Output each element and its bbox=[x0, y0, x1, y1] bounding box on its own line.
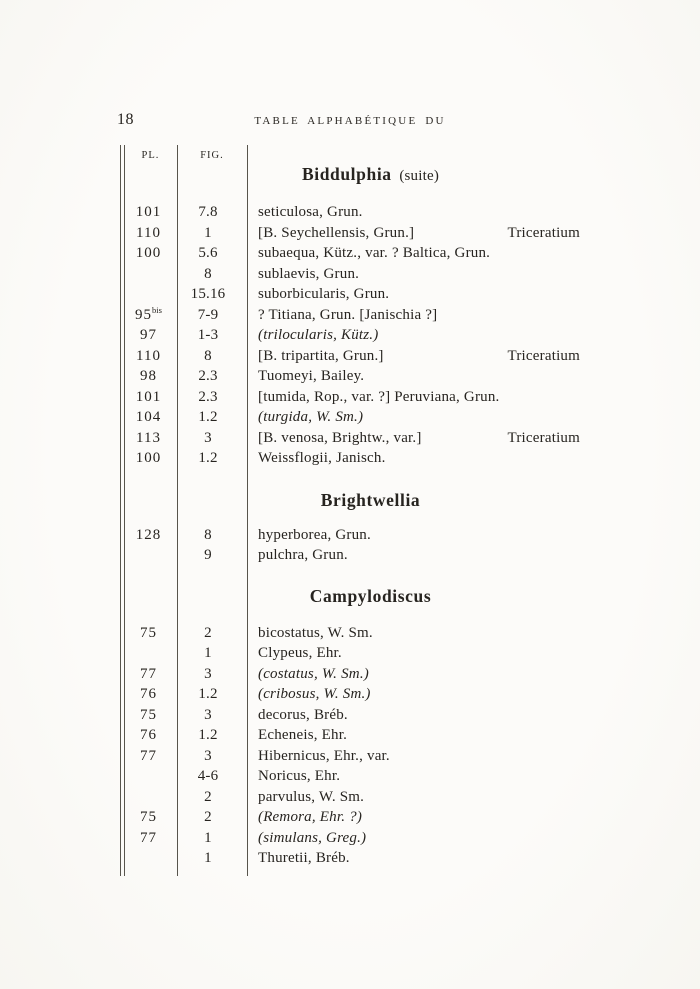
fig-cell: 2 bbox=[204, 809, 212, 825]
species-name: (cribosus, W. Sm.) bbox=[258, 686, 371, 702]
table-row bbox=[120, 643, 580, 664]
pl-cell: 76 bbox=[140, 727, 157, 743]
species-name-cell bbox=[247, 366, 580, 387]
species-name-cell bbox=[247, 284, 580, 305]
table-row bbox=[120, 325, 580, 346]
fig-cell: 1 bbox=[204, 645, 212, 661]
species-name-cell bbox=[247, 643, 580, 664]
table-row bbox=[120, 525, 580, 546]
table-section bbox=[120, 585, 580, 869]
section-title-text: Brightwellia bbox=[320, 489, 421, 510]
table-row bbox=[120, 366, 580, 387]
fig-cell: 2.3 bbox=[198, 368, 218, 384]
species-name: parvulus, W. Sm. bbox=[258, 788, 365, 805]
pl-cell: 128 bbox=[135, 526, 162, 543]
species-name-cell bbox=[247, 623, 580, 644]
section-rows bbox=[120, 202, 580, 469]
page-number: 18 bbox=[117, 111, 134, 128]
section-title-text: Campylodiscus bbox=[309, 585, 432, 606]
genus-reference: Triceratium bbox=[507, 429, 580, 446]
table-row bbox=[120, 848, 580, 869]
species-name: pulchra, Grun. bbox=[258, 547, 348, 563]
table-row bbox=[120, 664, 580, 685]
pl-cell bbox=[120, 264, 177, 285]
section-title bbox=[247, 489, 494, 511]
species-name: (trilocularis, Kütz.) bbox=[258, 327, 379, 343]
species-name: decorus, Bréb. bbox=[258, 706, 348, 723]
species-name-cell bbox=[247, 325, 580, 346]
pl-cell: 77 bbox=[140, 665, 157, 682]
section-title bbox=[247, 163, 494, 185]
fig-cell: 3 bbox=[204, 665, 212, 682]
pl-superscript: bis bbox=[152, 304, 162, 315]
species-name: Clypeus, Ehr. bbox=[258, 645, 342, 661]
pl-cell bbox=[120, 284, 177, 305]
fig-cell: 1 bbox=[204, 829, 212, 846]
species-name: seticulosa, Grun. bbox=[258, 204, 363, 220]
species-name-cell bbox=[247, 664, 580, 685]
species-name: Weissflogii, Janisch. bbox=[258, 450, 386, 466]
table-section bbox=[120, 489, 580, 566]
species-name: (turgida, W. Sm.) bbox=[258, 409, 364, 425]
species-name-cell bbox=[247, 525, 580, 546]
table-row bbox=[120, 202, 580, 223]
table-row bbox=[120, 407, 580, 428]
pl-cell: 76 bbox=[140, 686, 157, 702]
pl-cell: 75 bbox=[140, 809, 157, 825]
species-name: ? Titiana, Grun. [Janischia ?] bbox=[258, 306, 438, 323]
species-name: bicostatus, W. Sm. bbox=[258, 624, 373, 641]
fig-cell: 4-6 bbox=[197, 768, 219, 784]
species-name-cell bbox=[247, 407, 580, 428]
fig-cell: 3 bbox=[204, 429, 212, 446]
table-row bbox=[120, 387, 580, 408]
fig-cell: 1-3 bbox=[197, 327, 219, 343]
pl-cell: 77 bbox=[140, 829, 157, 846]
pl-cell: 104 bbox=[135, 409, 162, 425]
fig-cell: 1.2 bbox=[198, 409, 218, 425]
fig-cell: 1 bbox=[204, 850, 212, 866]
table-row bbox=[120, 623, 580, 644]
table-row bbox=[120, 448, 580, 469]
species-name-cell bbox=[247, 202, 580, 223]
species-name: (Remora, Ehr. ?) bbox=[258, 809, 363, 825]
table-row bbox=[120, 684, 580, 705]
species-name: subaequa, Kütz., var. ? Baltica, Grun. bbox=[258, 245, 491, 261]
table-row bbox=[120, 828, 580, 849]
pl-cell bbox=[120, 787, 177, 808]
species-name-cell bbox=[247, 848, 580, 869]
fig-cell: 3 bbox=[204, 706, 212, 723]
pl-cell: 75 bbox=[140, 706, 157, 723]
table-row bbox=[120, 705, 580, 726]
section-rows bbox=[120, 525, 580, 566]
species-name-cell bbox=[247, 705, 580, 726]
column-header-fig: FIG. bbox=[200, 150, 224, 161]
species-name-cell bbox=[247, 264, 580, 285]
genus-reference: Triceratium bbox=[507, 224, 580, 241]
species-name: [B. Seychellensis, Grun.] bbox=[258, 224, 415, 241]
species-name: Tuomeyi, Bailey. bbox=[258, 368, 365, 384]
fig-cell: 7-9 bbox=[197, 306, 219, 323]
species-name: sublaevis, Grun. bbox=[258, 265, 360, 282]
fig-cell: 9 bbox=[204, 547, 212, 563]
species-name: [tumida, Rop., var. ?] Peruviana, Grun. bbox=[258, 388, 500, 405]
pl-cell: 97 bbox=[140, 327, 157, 343]
species-name-cell bbox=[247, 243, 580, 264]
table-row bbox=[120, 346, 580, 367]
pl-cell: $95^{bis}$ bbox=[135, 304, 162, 323]
table-row bbox=[120, 223, 580, 244]
section-rows bbox=[120, 623, 580, 869]
pl-cell: 101 bbox=[135, 388, 162, 405]
fig-cell: 8 bbox=[204, 347, 212, 364]
table-row bbox=[120, 746, 580, 767]
table-row bbox=[120, 545, 580, 566]
fig-cell: 1.2 bbox=[198, 727, 218, 743]
table-section bbox=[120, 163, 580, 469]
pl-cell bbox=[120, 766, 177, 787]
species-name-cell bbox=[247, 828, 580, 849]
species-name: (costatus, W. Sm.) bbox=[258, 665, 369, 682]
species-name: suborbicularis, Grun. bbox=[258, 286, 390, 302]
fig-cell: 5.6 bbox=[198, 245, 218, 261]
species-name-cell bbox=[247, 746, 580, 767]
pl-cell bbox=[120, 848, 177, 869]
species-name: Hibernicus, Ehr., var. bbox=[258, 747, 390, 764]
table-row bbox=[120, 264, 580, 285]
fig-cell: 2 bbox=[204, 788, 212, 805]
species-name-cell bbox=[247, 684, 580, 705]
pl-cell: 75 bbox=[140, 624, 157, 641]
fig-cell: 7.8 bbox=[198, 204, 218, 220]
pl-cell: 100 bbox=[135, 450, 162, 466]
species-name: Noricus, Ehr. bbox=[258, 768, 341, 784]
table-row bbox=[120, 787, 580, 808]
species-name-cell bbox=[247, 766, 580, 787]
species-name-cell bbox=[247, 545, 580, 566]
fig-cell: 3 bbox=[204, 747, 212, 764]
pl-cell: 98 bbox=[140, 368, 157, 384]
species-name-cell bbox=[247, 807, 580, 828]
genus-reference: Triceratium bbox=[507, 347, 580, 364]
species-name-cell bbox=[247, 387, 580, 408]
species-name: (simulans, Greg.) bbox=[258, 829, 367, 846]
table-row bbox=[120, 766, 580, 787]
fig-cell: 8 bbox=[204, 265, 212, 282]
species-name-cell bbox=[247, 787, 580, 808]
species-name: [B. tripartita, Grun.] bbox=[258, 347, 384, 364]
species-name-cell bbox=[247, 725, 580, 746]
fig-cell: 2.3 bbox=[198, 388, 218, 405]
pl-cell: 110 bbox=[136, 224, 161, 241]
pl-cell bbox=[120, 545, 177, 566]
section-title-text: Biddulphia bbox=[301, 164, 392, 184]
table-row bbox=[120, 284, 580, 305]
table-row bbox=[120, 305, 580, 326]
pl-cell: 77 bbox=[140, 747, 157, 764]
table-row bbox=[120, 725, 580, 746]
fig-cell: 8 bbox=[204, 526, 212, 543]
species-name: Thuretii, Bréb. bbox=[258, 850, 350, 866]
table-row bbox=[120, 428, 580, 449]
species-name-cell bbox=[247, 305, 580, 326]
fig-cell: 15.16 bbox=[190, 286, 226, 302]
section-title bbox=[247, 585, 494, 607]
species-name: [B. venosa, Brightw., var.] bbox=[258, 429, 422, 446]
species-name: Echeneis, Ehr. bbox=[258, 727, 348, 743]
column-header-pl: PL. bbox=[141, 150, 160, 161]
species-name-cell bbox=[247, 428, 580, 449]
species-name-cell bbox=[247, 448, 580, 469]
fig-cell: 1.2 bbox=[198, 450, 218, 466]
species-name-cell bbox=[247, 346, 580, 367]
fig-cell: 1.2 bbox=[198, 686, 218, 702]
species-name-cell bbox=[247, 223, 580, 244]
index-table bbox=[120, 145, 580, 876]
pl-cell bbox=[120, 643, 177, 664]
table-row bbox=[120, 807, 580, 828]
pl-cell: 100 bbox=[135, 245, 162, 261]
running-header: TABLE ALPHABÉTIQUE DU bbox=[254, 115, 446, 127]
pl-cell: 101 bbox=[135, 204, 162, 220]
species-name: hyperborea, Grun. bbox=[258, 526, 371, 543]
pl-cell: 113 bbox=[136, 429, 161, 446]
pl-cell: 110 bbox=[136, 347, 161, 364]
table-content bbox=[120, 161, 580, 869]
fig-cell: 2 bbox=[204, 624, 212, 641]
section-title-suffix: (suite) bbox=[391, 168, 440, 184]
table-row bbox=[120, 243, 580, 264]
fig-cell: 1 bbox=[204, 224, 212, 241]
